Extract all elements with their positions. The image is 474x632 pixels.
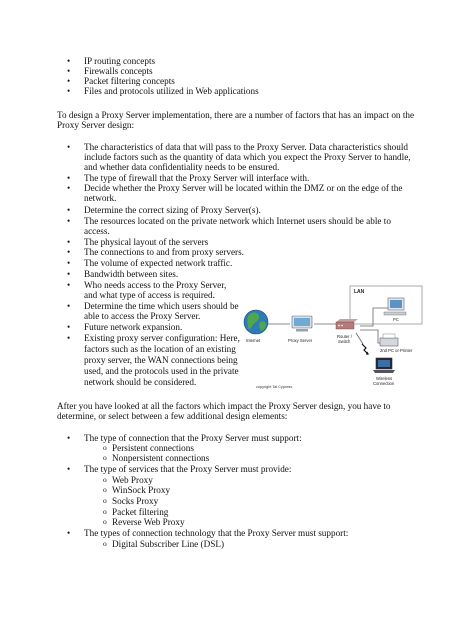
list-item: access. bbox=[84, 226, 110, 236]
list-item: Determine the correct sizing of Proxy Server(s). bbox=[84, 205, 261, 215]
sub-list-item: Socks Proxy bbox=[112, 496, 159, 506]
laptop-icon bbox=[373, 358, 395, 373]
bullet: • bbox=[67, 66, 71, 76]
paragraph-line: To design a Proxy Server implementation, there are a number of factors that has an impact on the bbox=[57, 110, 415, 120]
bullet: • bbox=[67, 433, 71, 443]
list-item: used, and the protocols used in the private bbox=[84, 366, 239, 376]
sub-list-item: Nonpersistent connections bbox=[112, 453, 210, 463]
sub-bullet: o bbox=[103, 475, 107, 484]
sub-list-item: Persistent connections bbox=[112, 443, 194, 453]
sub-list-item: Digital Subscriber Line (DSL) bbox=[112, 539, 225, 549]
wireless-label-1: Wireless bbox=[376, 376, 393, 381]
wireless-label-2: Connection bbox=[373, 381, 395, 386]
list-item: Packet filtering concepts bbox=[84, 76, 175, 86]
internet-globe-icon bbox=[244, 310, 268, 334]
list-item: able to access the Proxy Server. bbox=[84, 311, 201, 321]
bullet: • bbox=[67, 333, 71, 343]
bullet: • bbox=[67, 56, 71, 66]
paragraph-line: Proxy Server design: bbox=[57, 120, 135, 130]
sub-bullet: o bbox=[103, 453, 107, 462]
list-item: The connections to and from proxy servers. bbox=[84, 247, 244, 257]
sub-bullet: o bbox=[103, 539, 107, 548]
list-item: and whether data confidentiality needs to be ensured. bbox=[84, 162, 280, 172]
printer-label: 2nd PC or Printer bbox=[380, 348, 413, 353]
bullet: • bbox=[67, 173, 71, 183]
list-item: Files and protocols utilized in Web applications bbox=[84, 86, 259, 96]
bullet: • bbox=[67, 76, 71, 86]
proxy-server-icon bbox=[292, 316, 312, 332]
lan-label: LAN bbox=[354, 289, 365, 295]
bullet: • bbox=[67, 142, 71, 152]
bullet: • bbox=[67, 322, 71, 332]
printer-icon bbox=[380, 334, 398, 346]
list-item: include factors such as the quantity of data which you expect the Proxy Server to handle, bbox=[84, 152, 411, 162]
bullet: • bbox=[67, 237, 71, 247]
sub-bullet: o bbox=[103, 485, 107, 494]
switch-label: Switch bbox=[338, 339, 351, 344]
bullet: • bbox=[67, 247, 71, 257]
list-item: Who needs access to the Proxy Server, bbox=[84, 280, 227, 290]
list-item: and what type of access is required. bbox=[84, 290, 215, 300]
diagram-copyright: copyright Tal Cypress bbox=[256, 385, 293, 389]
list-item: Determine the time which users should be bbox=[84, 301, 239, 311]
paragraph-line: determine, or select between a few additional design elements: bbox=[57, 411, 288, 421]
bullet: • bbox=[67, 216, 71, 226]
bullet: • bbox=[67, 269, 71, 279]
network-diagram bbox=[238, 278, 438, 398]
pc-label: PC bbox=[393, 317, 399, 322]
bullet: • bbox=[67, 464, 71, 474]
sub-bullet: o bbox=[103, 443, 107, 452]
list-item: The types of connection technology that the Proxy Server must support: bbox=[84, 528, 349, 538]
sub-bullet: o bbox=[103, 496, 107, 505]
list-item: The characteristics of data that will pass to the Proxy Server. Data characteristics should bbox=[84, 142, 409, 152]
sub-list-item: Packet filtering bbox=[112, 507, 169, 517]
list-item: The volume of expected network traffic. bbox=[84, 258, 233, 268]
bullet: • bbox=[67, 301, 71, 311]
bullet: • bbox=[67, 205, 71, 215]
router-label: Router / bbox=[337, 334, 352, 339]
list-item: Decide whether the Proxy Server will be located within the DMZ or on the edge of the bbox=[84, 183, 403, 193]
paragraph-line: After you have looked at all the factors which impact the Proxy Server design, you have to bbox=[57, 401, 391, 411]
bullet: • bbox=[67, 528, 71, 538]
sub-list-item: WinSock Proxy bbox=[112, 485, 171, 495]
list-item: The physical layout of the servers bbox=[84, 237, 209, 247]
list-item: Existing proxy server configuration: Here, bbox=[84, 333, 240, 343]
list-item: The type of services that the Proxy Server must provide: bbox=[84, 464, 292, 474]
sub-bullet: o bbox=[103, 507, 107, 516]
list-item: Bandwidth between sites. bbox=[84, 269, 179, 279]
list-item: proxy server, the WAN connections being bbox=[84, 355, 238, 365]
list-item: The type of firewall that the Proxy Server will interface with. bbox=[84, 173, 310, 183]
sub-bullet: o bbox=[103, 517, 107, 526]
list-item: IP routing concepts bbox=[84, 56, 156, 66]
list-item: network should be considered. bbox=[84, 377, 197, 387]
sub-list-item: Web Proxy bbox=[112, 475, 153, 485]
internet-label: Internet bbox=[246, 338, 261, 343]
wireless-signal-icon bbox=[362, 344, 368, 354]
bullet: • bbox=[67, 183, 71, 193]
list-item: Future network expansion. bbox=[84, 322, 183, 332]
list-item: Firewalls concepts bbox=[84, 66, 153, 76]
bullet: • bbox=[67, 86, 71, 96]
list-item: The resources located on the private network which Internet users should be able to bbox=[84, 216, 391, 226]
bullet: • bbox=[67, 280, 71, 290]
list-item: factors such as the location of an existing bbox=[84, 344, 236, 354]
sub-list-item: Reverse Web Proxy bbox=[112, 517, 185, 527]
list-item: The type of connection that the Proxy Server must support: bbox=[84, 433, 302, 443]
list-item: network. bbox=[84, 193, 117, 203]
bullet: • bbox=[67, 258, 71, 268]
proxy-server-label: Proxy Server bbox=[288, 338, 313, 343]
pc-icon bbox=[384, 298, 406, 315]
